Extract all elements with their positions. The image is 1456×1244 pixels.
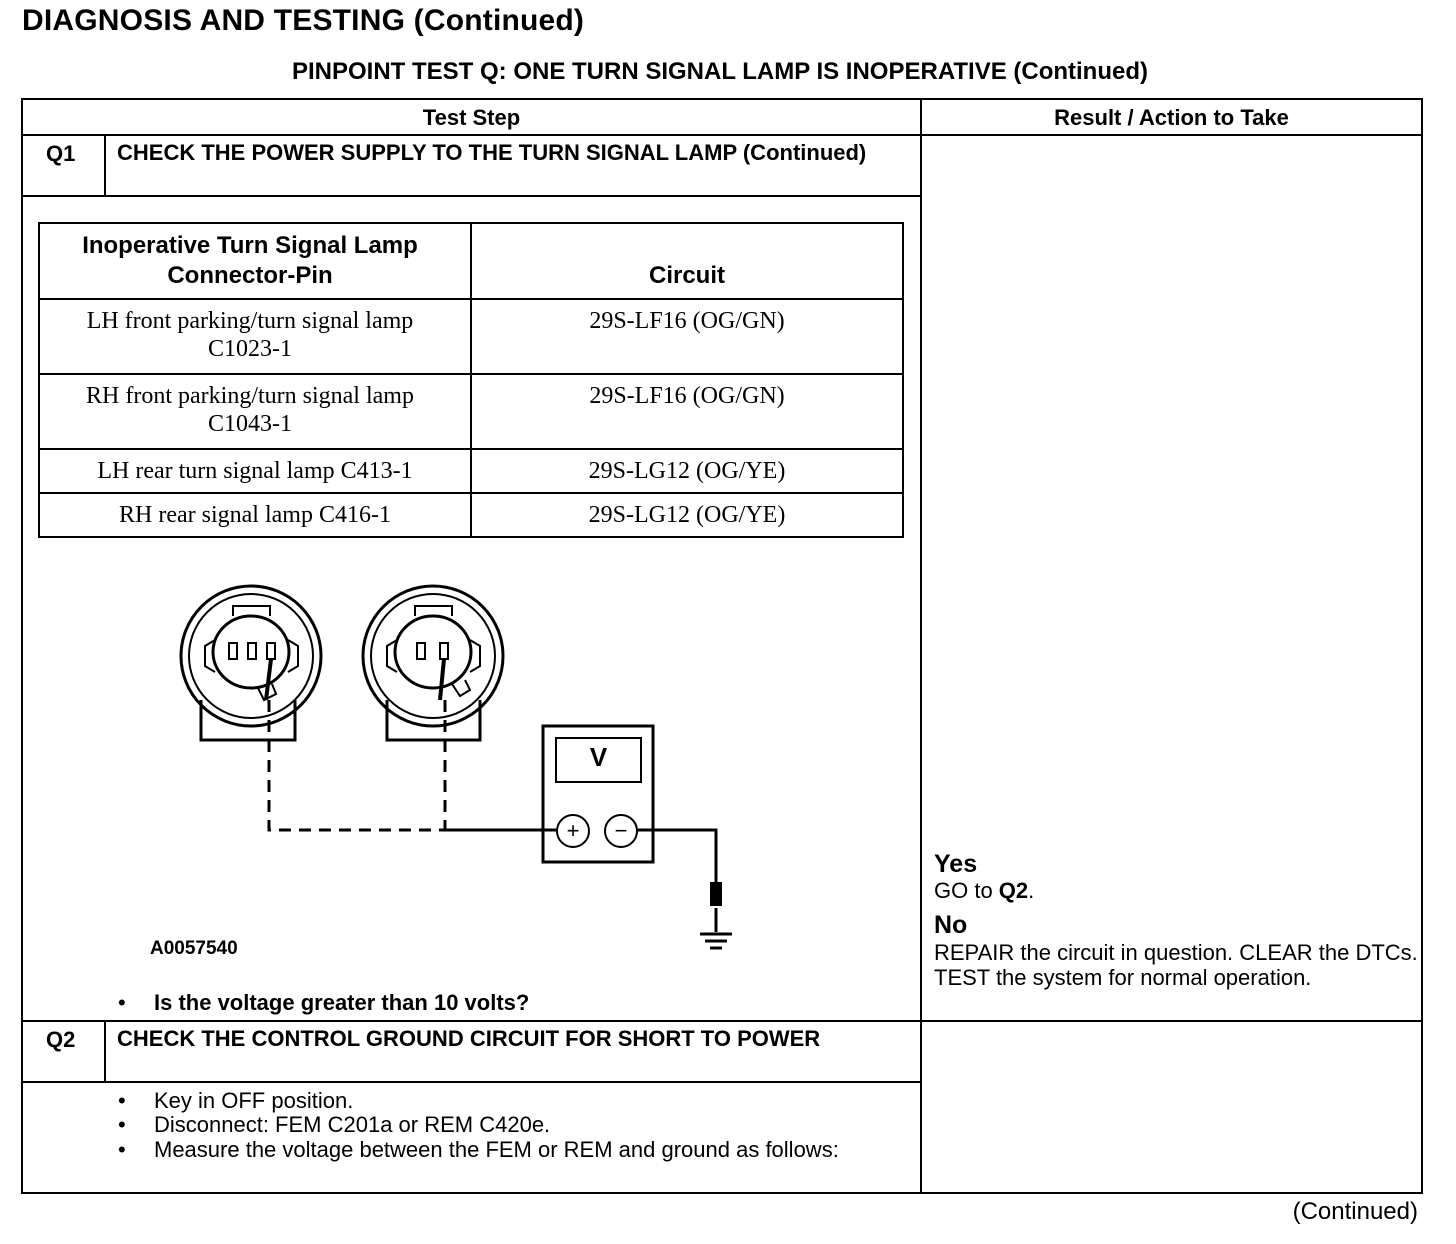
table-cell-pin: RH rear signal lamp C416-1 (119, 502, 391, 528)
q2-step-title: CHECK THE CONTROL GROUND CIRCUIT FOR SHORT TO POWER (117, 1026, 821, 1051)
bullet-icon: • (118, 1112, 126, 1137)
bullet-icon: • (118, 990, 126, 1015)
q1-question: Is the voltage greater than 10 volts? (154, 990, 530, 1015)
ground-probe-icon (710, 882, 722, 906)
yes-action-suffix: . (1028, 878, 1035, 903)
q1-step-number: Q1 (46, 141, 76, 166)
result-yes-action (934, 878, 1424, 903)
q2-step-1: Key in OFF position. (154, 1088, 354, 1113)
result-no-action: REPAIR the circuit in question. CLEAR the DTCs. TEST the system for normal operation. (934, 940, 1418, 990)
header-result-action: Result / Action to Take (1054, 105, 1289, 130)
lamp-connector-two-pin-icon (363, 586, 503, 740)
table-cell-pin: LH front parking/turn signal lamp C1023-1 (86, 308, 414, 362)
ground-symbol-icon (700, 934, 732, 948)
page-title: DIAGNOSIS AND TESTING (Continued) (22, 4, 585, 37)
bullet-icon: • (118, 1088, 126, 1113)
result-yes-label: Yes (934, 850, 978, 878)
result-no-label: No (934, 911, 968, 939)
q2-step-number: Q2 (46, 1027, 76, 1052)
inner-header-circuit: Circuit (648, 262, 725, 289)
voltmeter-display-label: V (589, 742, 608, 772)
q2-step-3: Measure the voltage between the FEM or REM and ground as follows: (154, 1137, 839, 1162)
inner-header-connector-pin: Inoperative Turn Signal Lamp Connector-Pin (82, 232, 418, 289)
yes-action-prefix: GO to (934, 878, 999, 903)
pinpoint-test-title: PINPOINT TEST Q: ONE TURN SIGNAL LAMP IS INOPERATIVE (Continued) (291, 58, 1149, 85)
continued-footer: (Continued) (1292, 1198, 1418, 1225)
table-cell-circuit: 29S-LG12 (OG/YE) (588, 502, 786, 528)
lamp-connector-three-pin-icon (181, 586, 321, 740)
q2-step-2: Disconnect: FEM C201a or REM C420e. (154, 1112, 551, 1137)
header-test-step: Test Step (422, 105, 521, 130)
figure-id: A0057540 (150, 938, 238, 959)
table-cell-circuit: 29S-LF16 (OG/GN) (589, 383, 785, 409)
table-cell-pin: RH front parking/turn signal lamp C1043-1 (86, 383, 414, 437)
table-cell-circuit: 29S-LG12 (OG/YE) (588, 458, 786, 484)
bullet-icon: • (118, 1137, 126, 1162)
table-cell-circuit: 29S-LF16 (OG/GN) (589, 308, 785, 334)
negative-terminal-label: − (614, 818, 628, 843)
table-cell-pin: LH rear turn signal lamp C413-1 (97, 458, 413, 484)
yes-action-target: Q2 (998, 878, 1029, 903)
q1-step-title: CHECK THE POWER SUPPLY TO THE TURN SIGNAL LAMP (Continued) (117, 140, 867, 165)
positive-terminal-label: + (566, 818, 580, 843)
